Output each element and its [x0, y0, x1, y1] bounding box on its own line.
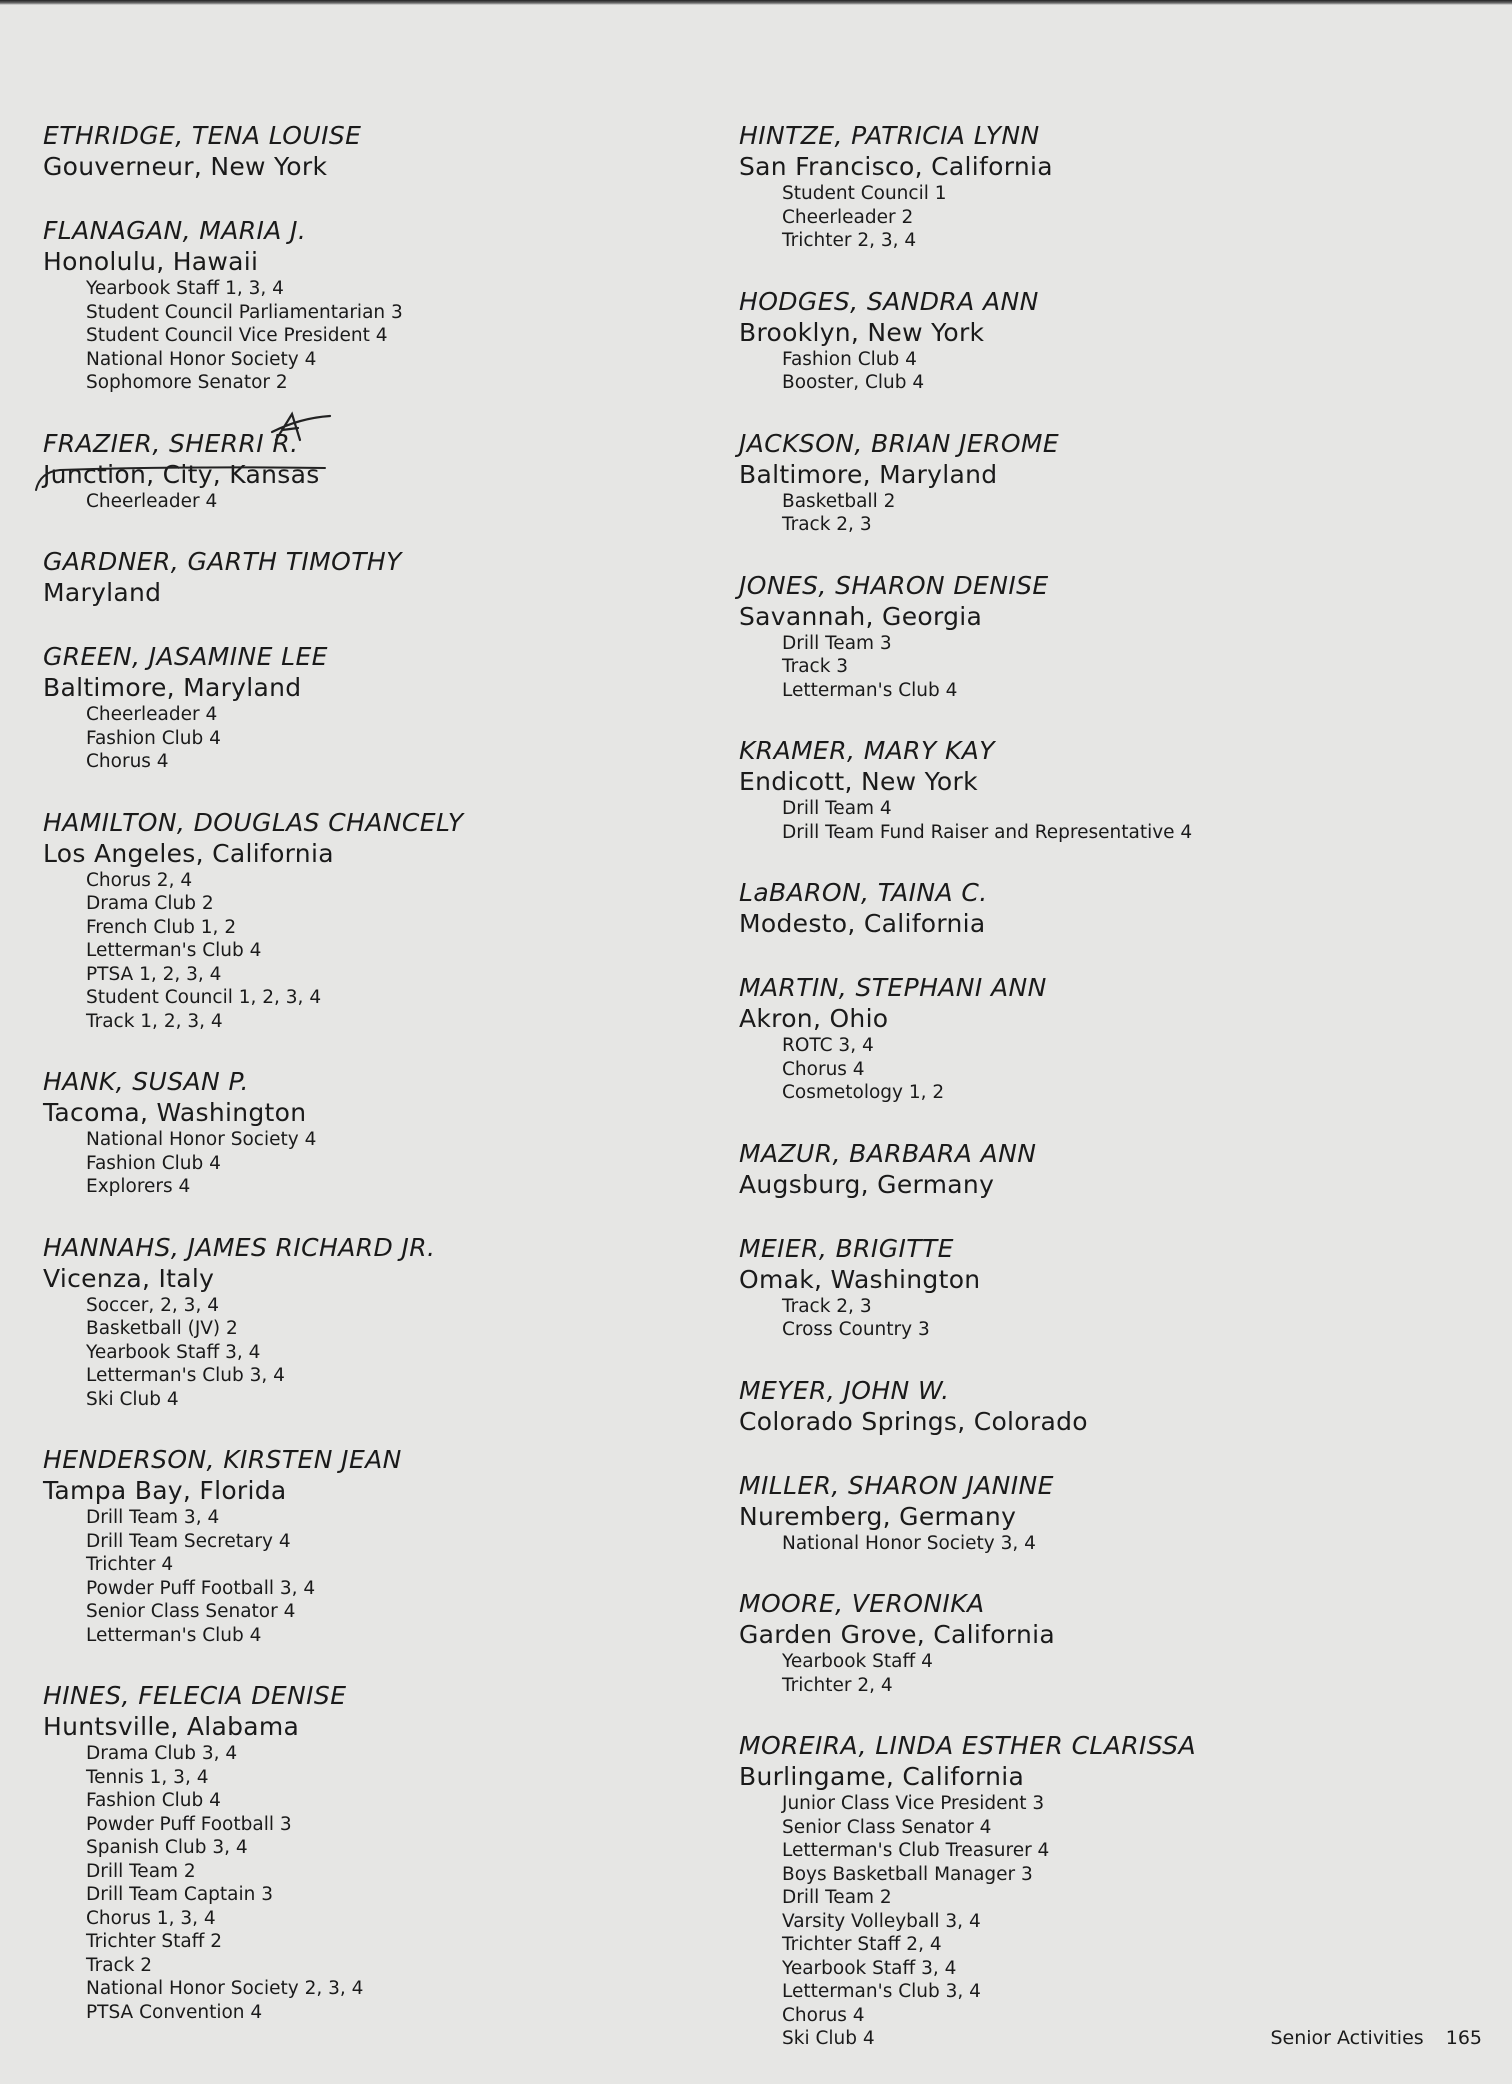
activity-item: Trichter 2, 3, 4 [782, 230, 917, 251]
activity-item: Letterman's Club 4 [782, 679, 958, 701]
activity-item: Cross Country 3 [782, 1319, 930, 1340]
senior-name: MEIER, BRIGITTE [739, 1233, 954, 1263]
senior-entry [739, 1588, 1439, 1697]
activity-list [739, 182, 1439, 253]
activity-item: Letterman's Club Treasurer 4 [782, 1840, 1050, 1861]
activity-item: Fashion Club 4 [86, 1790, 221, 1811]
activity-list [43, 1128, 683, 1199]
senior-name: HODGES, SANDRA ANN [739, 286, 1039, 316]
hometown: San Francisco, California [739, 152, 1053, 181]
activity-item: Cosmetology 1, 2 [782, 1082, 945, 1103]
hometown: Brooklyn, New York [739, 317, 985, 347]
activity-item: Basketball (JV) 2 [86, 1318, 238, 1339]
activity-item: Drill Team 3, 4 [86, 1507, 220, 1528]
activity-item: Trichter Staff 2 [86, 1931, 223, 1952]
senior-entry [43, 641, 683, 774]
senior-entry [739, 1730, 1439, 2051]
hometown: Colorado Springs, Colorado [739, 1406, 1088, 1436]
activity-item: French Club 1, 2 [86, 916, 237, 938]
hometown: Baltimore, Maryland [739, 459, 998, 489]
page-number: 165 [1445, 2027, 1482, 2049]
senior-entry [739, 1233, 1439, 1342]
activity-item: National Honor Society 4 [86, 1129, 317, 1150]
activity-item: Boys Basketball Manager 3 [782, 1863, 1033, 1885]
activity-list [739, 1532, 1439, 1556]
activity-item: Letterman's Club 4 [86, 940, 262, 961]
senior-entry [43, 428, 683, 514]
activity-item: Explorers 4 [86, 1176, 191, 1197]
senior-entry [739, 120, 1439, 253]
hometown: Honolulu, Hawaii [43, 247, 259, 276]
senior-name: MOORE, VERONIKA [739, 1589, 985, 1618]
activity-item: Track 2 [86, 1954, 153, 1976]
senior-entry [43, 120, 683, 182]
senior-entry [43, 215, 683, 395]
senior-entry [739, 286, 1439, 395]
senior-name: HANK, SUSAN P. [43, 1067, 249, 1096]
activity-item: Drill Team 2 [782, 1887, 892, 1908]
activity-item: Drama Club 3, 4 [86, 1743, 238, 1764]
activity-item: Track 1, 2, 3, 4 [86, 1010, 223, 1032]
hometown: Modesto, California [739, 909, 986, 938]
hometown: Akron, Ohio [739, 1004, 889, 1033]
activity-item: Trichter 2, 4 [782, 1674, 893, 1696]
hometown: Gouverneur, New York [43, 152, 328, 181]
activity-item: Yearbook Staff 3, 4 [86, 1341, 261, 1363]
senior-name: HINTZE, PATRICIA LYNN [739, 121, 1040, 150]
activity-item: Drill Team Secretary 4 [86, 1530, 291, 1552]
senior-name: ETHRIDGE, TENA LOUISE [43, 121, 362, 150]
activity-item: Drill Team Fund Raiser and Representative 4 [782, 821, 1193, 843]
senior-name: HAMILTON, DOUGLAS CHANCELY [43, 807, 464, 837]
activity-item: Chorus 4 [86, 751, 169, 772]
senior-name: JONES, SHARON DENISE [739, 570, 1049, 600]
senior-entry [43, 546, 683, 608]
senior-entry [739, 972, 1439, 1105]
activity-item: Ski Club 4 [86, 1388, 179, 1410]
hometown: Augsburg, Germany [739, 1169, 995, 1199]
left-column [43, 120, 683, 2057]
hometown: Garden Grove, California [739, 1620, 1055, 1649]
activity-item: Cheerleader 4 [86, 490, 218, 512]
activity-item: Drill Team Captain 3 [86, 1884, 274, 1905]
hometown: Omak, Washington [739, 1264, 981, 1294]
activity-list [43, 1506, 683, 1647]
activity-item: Drama Club 2 [86, 893, 214, 914]
activity-item: Senior Class Senator 4 [782, 1816, 992, 1838]
activity-item: Drill Team 3 [782, 632, 892, 654]
activity-item: National Honor Society 4 [86, 348, 317, 370]
senior-entry [739, 1375, 1439, 1437]
senior-name: LaBARON, TAINA C. [739, 878, 988, 907]
hometown: Nuremberg, Germany [739, 1501, 1017, 1531]
page-top-edge [0, 0, 1512, 5]
activity-item: Chorus 1, 3, 4 [86, 1907, 216, 1929]
page-footer [1270, 2027, 1482, 2049]
activity-item: Cheerleader 4 [86, 704, 218, 725]
activity-item: Powder Puff Football 3 [86, 1813, 292, 1835]
senior-name: KRAMER, MARY KAY [739, 736, 995, 765]
senior-name: MAZUR, BARBARA ANN [739, 1138, 1037, 1168]
activity-item: Letterman's Club 3, 4 [782, 1981, 981, 2002]
activity-item: Yearbook Staff 1, 3, 4 [86, 278, 284, 299]
activity-item: Basketball 2 [782, 490, 896, 512]
activity-item: Soccer, 2, 3, 4 [86, 1294, 219, 1316]
activity-item: Fashion Club 4 [86, 727, 221, 749]
activity-item: Track 2, 3 [782, 1295, 872, 1317]
senior-name: GARDNER, GARTH TIMOTHY [43, 547, 402, 576]
senior-entry [43, 807, 683, 1034]
hometown: Junction, City, Kansas [43, 459, 320, 489]
activity-item: PTSA 1, 2, 3, 4 [86, 963, 222, 985]
hometown: Tampa Bay, Florida [43, 1476, 287, 1505]
hometown: Endicott, New York [739, 767, 978, 796]
senior-name: MEYER, JOHN W. [739, 1375, 950, 1405]
hometown: Baltimore, Maryland [43, 673, 302, 702]
activity-list [739, 490, 1439, 537]
senior-name: MARTIN, STEPHANI ANN [739, 973, 1047, 1002]
senior-entry [739, 735, 1439, 844]
activity-item: Spanish Club 3, 4 [86, 1837, 248, 1858]
activity-item: Powder Puff Football 3, 4 [86, 1577, 316, 1599]
activity-item: Yearbook Staff 3, 4 [782, 1957, 957, 1979]
activity-item: Chorus 4 [782, 1058, 865, 1080]
footer-section-title: Senior Activities [1270, 2027, 1424, 2049]
activity-item: National Honor Society 2, 3, 4 [86, 1978, 364, 1999]
activity-item: Fashion Club 4 [782, 348, 917, 370]
activity-item: Varsity Volleyball 3, 4 [782, 1910, 981, 1932]
activity-list [739, 1650, 1439, 1697]
activity-item: Chorus 2, 4 [86, 869, 193, 891]
activity-item: Trichter Staff 2, 4 [782, 1934, 942, 1955]
senior-entry [739, 1138, 1439, 1200]
right-column [739, 120, 1439, 2084]
hometown: Tacoma, Washington [43, 1098, 307, 1127]
senior-entry [739, 1470, 1439, 1556]
senior-entry [43, 1680, 683, 2024]
activity-item: Tennis 1, 3, 4 [86, 1766, 209, 1788]
activity-item: Yearbook Staff 4 [782, 1651, 933, 1672]
activity-item: Letterman's Club 4 [86, 1624, 262, 1646]
senior-name: FLANAGAN, MARIA J. [43, 216, 307, 245]
activity-item: Trichter 4 [86, 1554, 174, 1575]
activity-item: Chorus 4 [782, 2004, 865, 2026]
activity-list [43, 869, 683, 1034]
activity-item: Junior Class Vice President 3 [782, 1793, 1045, 1814]
hometown: Burlingame, California [739, 1762, 1025, 1791]
activity-list [739, 1792, 1439, 2051]
senior-entry [43, 1444, 683, 1647]
activity-list [739, 632, 1439, 703]
hometown: Maryland [43, 578, 162, 607]
activity-item: Cheerleader 2 [782, 206, 914, 228]
activity-item: ROTC 3, 4 [782, 1035, 874, 1056]
senior-entry [43, 1232, 683, 1412]
senior-entry [43, 1066, 683, 1199]
activity-item: Fashion Club 4 [86, 1152, 221, 1174]
activity-list [43, 490, 683, 514]
senior-entry [739, 570, 1439, 703]
hometown: Vicenza, Italy [43, 1263, 215, 1293]
activity-item: Booster, Club 4 [782, 372, 925, 393]
activity-item: Ski Club 4 [782, 2028, 875, 2049]
hometown: Savannah, Georgia [739, 601, 983, 631]
senior-entry [739, 877, 1439, 939]
activity-item: Student Council 1, 2, 3, 4 [86, 987, 322, 1008]
senior-name: JACKSON, BRIAN JEROME [739, 428, 1060, 458]
activity-list [43, 1294, 683, 1412]
senior-name: MOREIRA, LINDA ESTHER CLARISSA [739, 1731, 1196, 1760]
activity-item: Student Council Parliamentarian 3 [86, 301, 403, 323]
activity-item: Track 3 [782, 656, 849, 677]
senior-name: MILLER, SHARON JANINE [739, 1470, 1054, 1500]
activity-item: National Honor Society 3, 4 [782, 1532, 1036, 1554]
activity-list [739, 348, 1439, 395]
activity-item: Letterman's Club 3, 4 [86, 1365, 285, 1386]
senior-name: FRAZIER, SHERRI R. [43, 428, 299, 458]
senior-name: HINES, FELECIA DENISE [43, 1681, 347, 1710]
activity-item: PTSA Convention 4 [86, 2001, 263, 2023]
activity-item: Sophomore Senator 2 [86, 372, 288, 393]
senior-name: HANNAHS, JAMES RICHARD JR. [43, 1232, 436, 1262]
hometown: Los Angeles, California [43, 838, 334, 868]
activity-list [43, 277, 683, 395]
activity-list [43, 703, 683, 774]
activity-item: Track 2, 3 [782, 514, 872, 535]
senior-name: HENDERSON, KIRSTEN JEAN [43, 1445, 402, 1474]
senior-entry [739, 428, 1439, 537]
activity-list [739, 797, 1439, 844]
activity-item: Student Council 1 [782, 183, 947, 204]
activity-item: Student Council Vice President 4 [86, 325, 388, 346]
activity-item: Senior Class Senator 4 [86, 1601, 296, 1622]
senior-name: GREEN, JASAMINE LEE [43, 642, 328, 671]
activity-list [739, 1034, 1439, 1105]
hometown: Huntsville, Alabama [43, 1712, 300, 1741]
activity-list [739, 1295, 1439, 1342]
activity-item: Drill Team 2 [86, 1860, 196, 1882]
activity-item: Drill Team 4 [782, 798, 892, 819]
activity-list [43, 1742, 683, 2024]
